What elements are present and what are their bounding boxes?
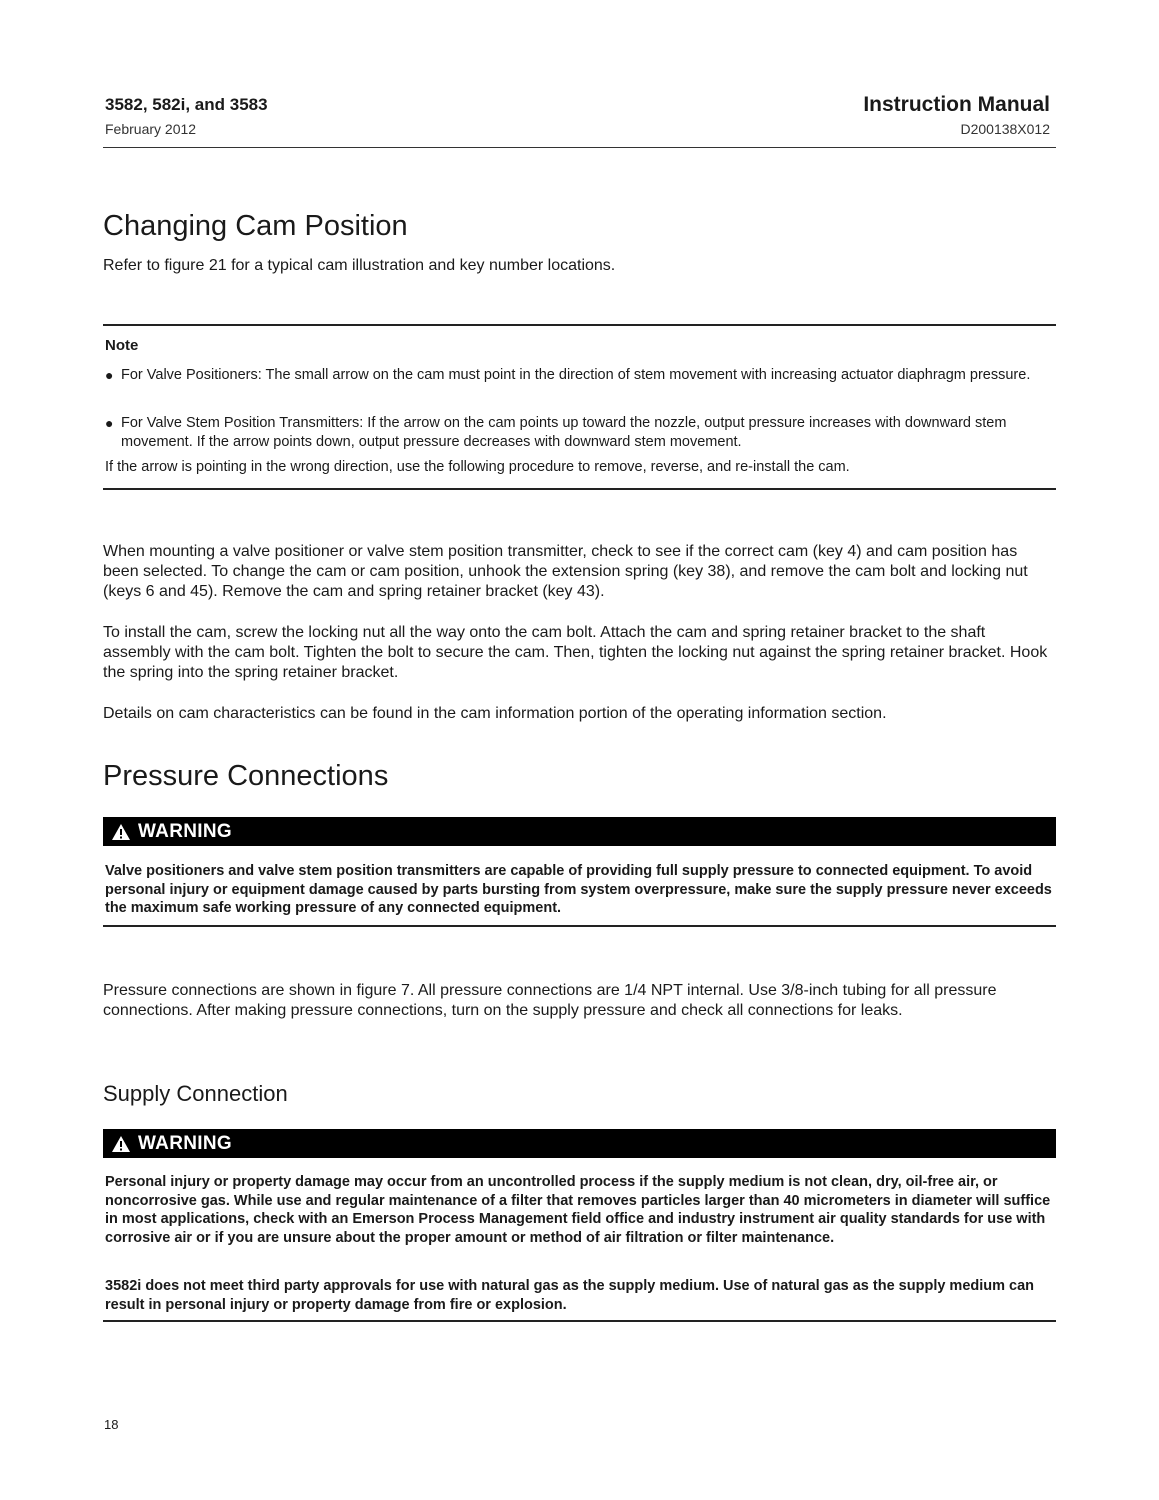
- note-box: [103, 324, 1056, 490]
- warning-banner: [103, 817, 1056, 846]
- divider: [103, 1320, 1056, 1322]
- page-number: 18: [104, 1417, 119, 1432]
- section-title-pressure: Pressure Connections: [103, 760, 389, 792]
- pressure-paragraph: Pressure connections are shown in figure 7. All pressure connections are 1/4 NPT internal. Use 3/8-inch tubing for all pressure connections. After making pressure connections, turn on the supply pressure and check all connections for leaks.: [103, 982, 997, 1019]
- cam-paragraph: Details on cam characteristics can be found in the cam information portion of the operating information section.: [103, 705, 887, 722]
- note-label: Note: [105, 337, 139, 354]
- publication-date: February 2012: [105, 121, 197, 137]
- warning-label: WARNING: [138, 1132, 232, 1154]
- note-bullet-text: For Valve Stem Position Transmitters: If the arrow on the cam points up toward the nozzle, output pressure increases with downward stem movement. If the arrow points down, output pressure decreases with downward stem movement.: [121, 415, 1007, 450]
- model-title: 3582, 582i, and 3583: [105, 95, 268, 114]
- note-conclusion: If the arrow is pointing in the wrong direction, use the following procedure to remove, reverse, and re-install the cam.: [105, 459, 850, 475]
- cam-paragraph: To install the cam, screw the locking nut all the way onto the cam bolt. Attach the cam and spring retainer bracket to the shaft assembly with the cam bolt. Tighten the bolt to secure the cam. Then, tighten the locking nut against the spring retainer bracket. Hook the spring into the spring retainer bracket.: [103, 624, 1048, 681]
- cam-paragraph: When mounting a valve positioner or valve stem position transmitter, check to see if the correct cam (key 4) and cam position has been selected. To change the cam or cam position, unhook the extension spring (key 38), and remove the cam bolt and locking nut (keys 6 and 45). Remove the cam and spring retainer bracket (key 43).: [103, 543, 1028, 600]
- warning-text: Personal injury or property damage may occur from an uncontrolled process if the supply medium is not clean, dry, oil-free air, or noncorrosive gas. While use and regular maintenance of a filter that removes particles larger than 40 micrometers in diameter will suffice in most applications, check with an Emerson Process Management field office and industry instrument air quality standards for use with corrosive air or if you are unsure about the proper amount or method of air filtration or filter maintenance.: [105, 1174, 1051, 1246]
- warning-text: Valve positioners and valve stem position transmitters are capable of providing full supply pressure to connected equipment. To avoid personal injury or equipment damage caused by parts bursting from system overpressure, make sure the supply pressure never exceeds the maximum safe working pressure of any connected equipment.: [105, 863, 1052, 916]
- warning-triangle-icon: [111, 1135, 131, 1153]
- page-header: [103, 93, 1056, 148]
- manual-title: Instruction Manual: [863, 93, 1050, 116]
- note-bullet: [103, 414, 1041, 452]
- warning-label: WARNING: [138, 820, 232, 842]
- subsection-title-supply: Supply Connection: [103, 1081, 288, 1106]
- bullet-dot-icon: ●: [105, 367, 114, 383]
- note-bullet: [103, 366, 1041, 385]
- warning-banner: [103, 1129, 1056, 1158]
- note-bullet-text: For Valve Positioners: The small arrow on the cam must point in the direction of stem movement with increasing actuator diaphragm pressure.: [121, 367, 1031, 383]
- document-number: D200138X012: [960, 121, 1050, 137]
- warning-triangle-icon: [111, 823, 131, 841]
- divider: [103, 925, 1056, 927]
- bullet-dot-icon: ●: [105, 415, 114, 431]
- section-title-cam: Changing Cam Position: [103, 210, 408, 242]
- warning-text: 3582i does not meet third party approvals for use with natural gas as the supply medium. Use of natural gas as the supply medium can result in personal injury or property damage from fire or explosion.: [105, 1278, 1035, 1313]
- cam-intro: Refer to figure 21 for a typical cam illustration and key number locations.: [103, 257, 616, 274]
